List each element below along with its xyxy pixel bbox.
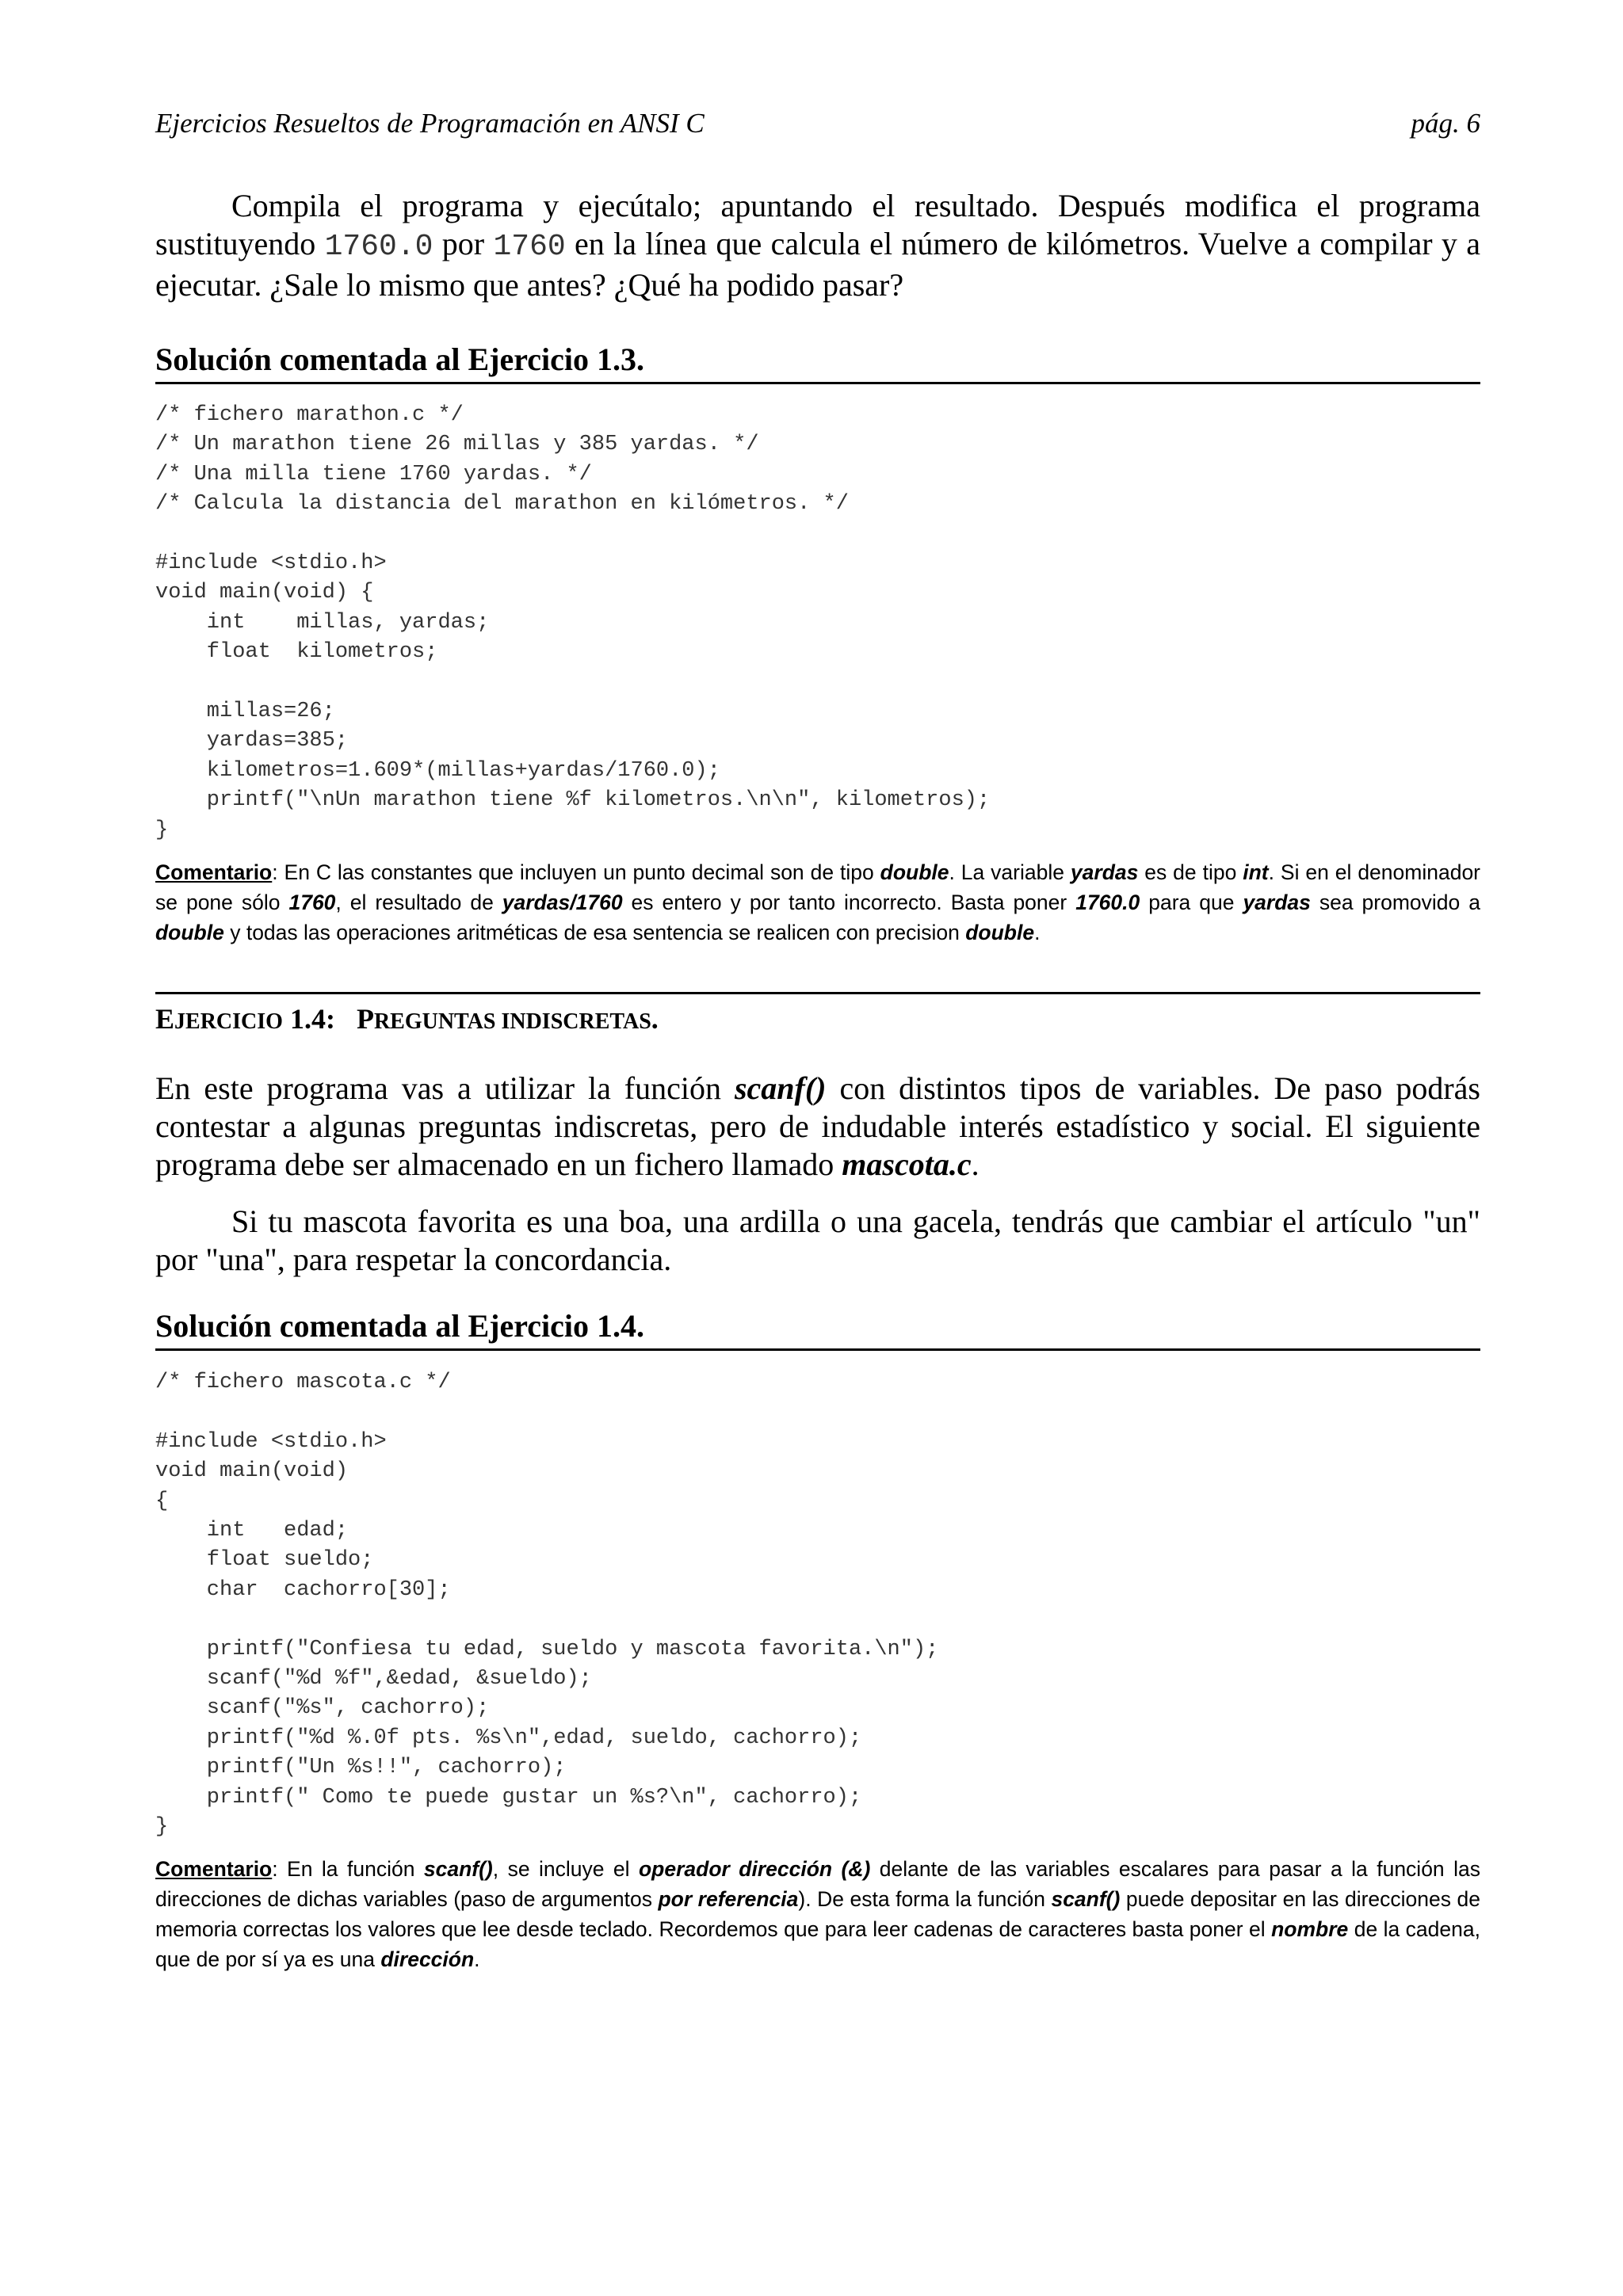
comment-1-3 — [155, 857, 1480, 948]
comment-text: sea promovido a — [1310, 891, 1480, 914]
intro-code-1: 1760.0 — [324, 230, 433, 264]
comment-emphasis: 1760.0 — [1075, 891, 1140, 914]
comment-text: . — [474, 1947, 480, 1971]
comment-emphasis: scanf() — [1051, 1887, 1121, 1911]
comment-text: es de tipo — [1138, 860, 1243, 884]
intro-code-2: 1760 — [493, 230, 566, 264]
comment-emphasis: int — [1243, 860, 1269, 884]
comment-text: delante de las variables escalares para pasar a la función las direcciones de dichas variables (paso de argumentos — [155, 1857, 1480, 1911]
comment-text: es entero y por tanto incorrecto. Basta poner — [622, 891, 1076, 914]
comment-emphasis: double — [880, 860, 949, 884]
comment-text: , se incluye el — [492, 1857, 639, 1881]
intro-text-3: en la línea que calcula el número de kilómetros. Vuelve a compilar y a ejecutar. ¿Sale lo mismo que antes? ¿Qué ha podido pasar? — [155, 226, 1481, 303]
code-listing-mascota: /* fichero mascota.c */ #include <stdio.h> void main(void) { int edad; float sueldo; char cachorro[30]; printf("Confiesa tu edad, sueldo y mascota favorita.\n"); scanf("%d %f",&edad, &sueldo); scanf("%s", cachorro); printf("%d %.0f pts. %s\n",edad, sueldo, cachorro); printf("Un %s!!", cachorro); printf(" Como te puede gustar un %s?\n", cachorro); } — [155, 1371, 939, 1840]
intro-paragraph — [155, 187, 1480, 304]
paragraph-text: En este programa vas a utilizar la función — [155, 1070, 735, 1106]
comment-emphasis: double — [965, 921, 1035, 944]
comment-text: puede depositar en las direcciones de memoria correctas los valores que lee desde teclado. Recordemos que para leer cadenas de caracteres basta poner el — [155, 1887, 1481, 1941]
comment-text: de la cadena, que de por sí ya es una — [155, 1917, 1480, 1971]
paragraph-emphasis: mascota.c — [842, 1146, 972, 1182]
comment-emphasis: yardas — [1243, 891, 1311, 914]
comment-text: : En la función — [272, 1857, 424, 1881]
heading-part: 1.4: — [282, 1003, 335, 1035]
comment-emphasis: double — [155, 921, 224, 944]
code-listing-marathon: /* fichero marathon.c */ /* Un marathon tiene 26 millas y 385 yardas. */ /* Una milla tiene 1760 yardas. */ /* Calcula la distancia del marathon en kilómetros. */ #include <stdio.h> void main(void) { int millas, yardas; float kilometros; millas=26; yardas=385; kilometros=1.609*(millas+yardas/1760.0); printf("\nUn marathon tiene %f kilometros.\n\n", kilometros); } — [155, 403, 991, 842]
comment-emphasis: operador dirección (&) — [639, 1857, 871, 1881]
intro-text-2: por — [433, 226, 494, 261]
exercise-1-4-paragraph-2: Si tu mascota favorita es una boa, una ardilla o una gacela, tendrás que cambiar el artículo "un" por "una", para respetar la concordancia. — [155, 1203, 1480, 1277]
intro-text-1: Compila el programa y ejecútalo; apuntando el resultado. Después modifica el programa sustituyendo — [155, 188, 1480, 261]
paragraph-text: con distintos tipos de variables. De paso podrás contestar a algunas preguntas indiscretas, pero de indudable interés estadístico y social. El siguiente programa debe ser almacenado en un fichero llamado — [155, 1070, 1480, 1182]
heading-part: JERCICIO — [174, 1009, 283, 1034]
exercise-divider — [155, 992, 1480, 994]
paragraph-emphasis: scanf() — [734, 1070, 827, 1106]
comment-text: y todas las operaciones aritméticas de esa sentencia se realicen con precision — [223, 921, 966, 944]
paragraph-text: . — [971, 1146, 980, 1182]
solution-1-3-heading: Solución comentada al Ejercicio 1.3. — [155, 341, 1480, 384]
comment-1-4 — [155, 1854, 1480, 1974]
comment-text: . Si en el denominador se pone sólo — [155, 860, 1481, 914]
comment-text: , el resultado de — [335, 891, 502, 914]
comment-text: . — [1034, 921, 1041, 944]
comment-label: Comentario — [155, 1857, 273, 1881]
comment-emphasis: yardas/1760 — [502, 891, 623, 914]
heading-part: INDISCRETAS — [495, 1009, 651, 1034]
comment-emphasis: nombre — [1271, 1917, 1349, 1941]
comment-emphasis: dirección — [380, 1947, 475, 1971]
comment-emphasis: yardas — [1070, 860, 1139, 884]
header-title: Ejercicios Resueltos de Programación en ANSI C — [155, 108, 705, 139]
exercise-1-4-heading — [155, 1001, 1480, 1039]
heading-part: E — [155, 1003, 175, 1035]
exercise-1-4-paragraph-1 — [155, 1070, 1480, 1184]
running-header — [155, 108, 1480, 143]
page-number: pág. 6 — [1411, 108, 1480, 139]
comment-text: para que — [1140, 891, 1243, 914]
heading-part: . — [651, 1003, 659, 1035]
heading-part: REGUNTAS — [373, 1009, 496, 1034]
comment-text: ). De esta forma la función — [798, 1887, 1052, 1911]
solution-1-4-heading: Solución comentada al Ejercicio 1.4. — [155, 1307, 1480, 1351]
comment-text: . La variable — [949, 860, 1071, 884]
comment-emphasis: por referencia — [658, 1887, 799, 1911]
comment-emphasis: 1760 — [288, 891, 336, 914]
comment-label: Comentario — [155, 860, 273, 884]
heading-part: P — [356, 1003, 374, 1035]
comment-emphasis: scanf() — [423, 1857, 493, 1881]
comment-text: : En C las constantes que incluyen un punto decimal son de tipo — [272, 860, 880, 884]
